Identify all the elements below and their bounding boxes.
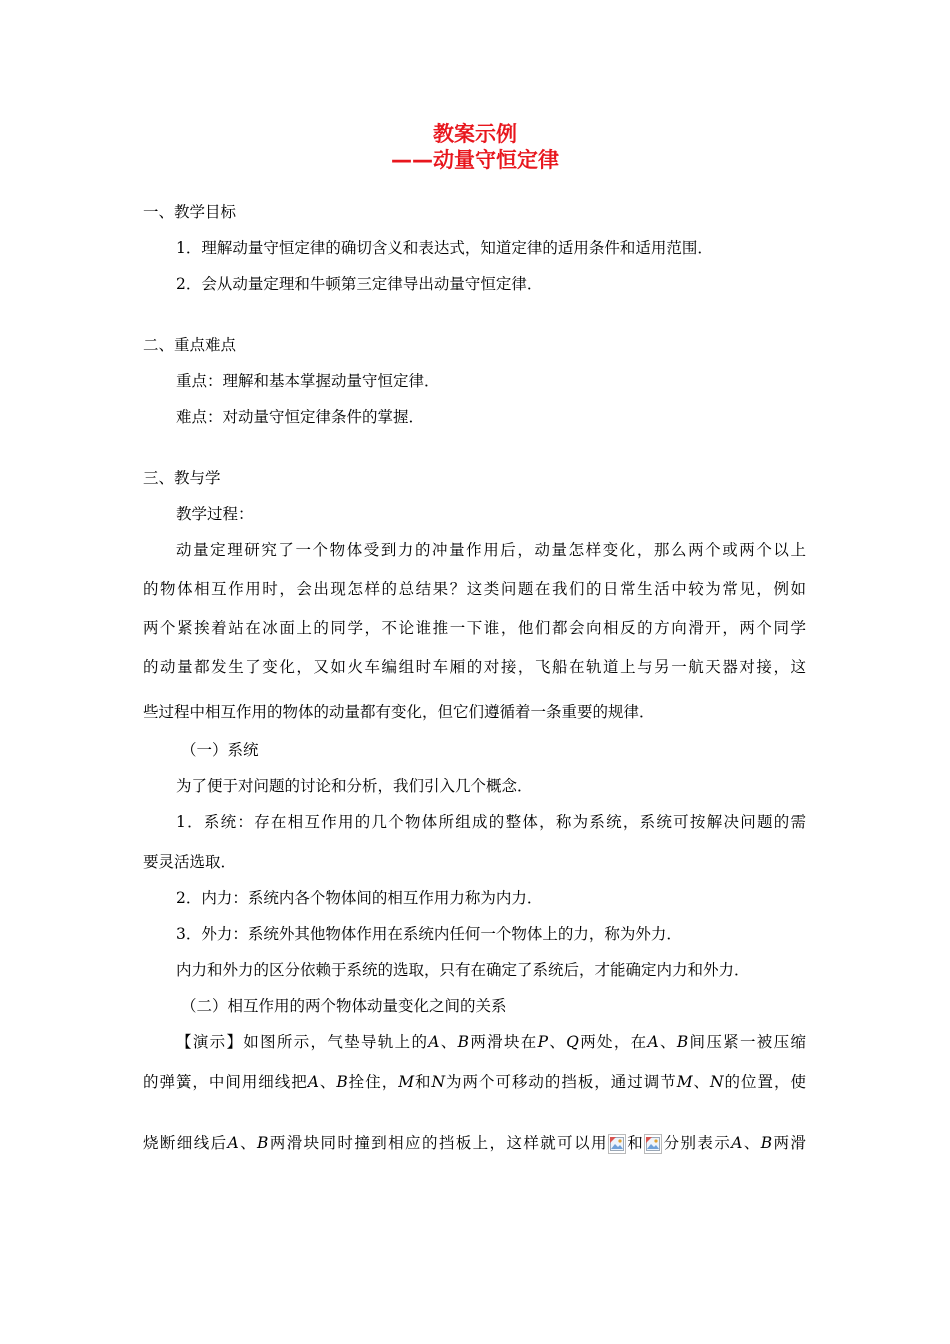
broken-image-icon — [644, 1134, 662, 1154]
section1-item-1: 1．理解动量守恒定律的确切含义和表达式，知道定律的适用条件和适用范围． — [176, 239, 713, 257]
paragraph-line: 动量定理研究了一个物体受到力的冲量作用后，动量怎样变化，那么两个或两个以上 — [176, 541, 806, 559]
definition-system-line1: 1．系统：存在相互作用的几个物体所组成的整体，称为系统，系统可按解决问题的需 — [176, 813, 806, 831]
section1-heading: 一、教学目标 — [143, 203, 237, 221]
paragraph-line: 的动量都发生了变化，又如火车编组时车厢的对接，飞船在轨道上与另一航天器对接，这 — [143, 658, 806, 676]
definition-external-force: 3．外力：系统外其他物体作用在系统内任何一个物体上的力，称为外力． — [176, 925, 682, 943]
paragraph-line: 两个紧挨着站在冰面上的同学，不论谁推一下谁，他们都会向相反的方向滑开，两个同学 — [143, 619, 806, 637]
section2-key-point: 重点：理解和基本掌握动量守恒定律． — [176, 372, 440, 390]
subsection2-heading: （二）相互作用的两个物体动量变化之间的关系 — [181, 997, 507, 1015]
paragraph-line: 些过程中相互作用的物体的动量都有变化，但它们遵循着一条重要的规律． — [143, 703, 655, 721]
demo-line-1: 【演示】如图所示，气垫导轨上的A、B两滑块在P、Q两处，在A、B间压紧一被压缩 — [176, 1033, 806, 1051]
process-label: 教学过程： — [176, 505, 254, 523]
document-title: 教案示例 — [433, 122, 517, 146]
broken-image-icon — [608, 1134, 626, 1154]
section1-item-2: 2．会从动量定理和牛顿第三定律导出动量守恒定律． — [176, 275, 543, 293]
demo-line-2: 的弹簧，中间用细线把A、B拴住，M和N为两个可移动的挡板，通过调节M、N的位置，使 — [143, 1073, 806, 1091]
paragraph-line: 的物体相互作用时，会出现怎样的总结果？这类问题在我们的日常生活中较为常见，例如 — [143, 580, 806, 598]
force-distinction-note: 内力和外力的区分依赖于系统的选取，只有在确定了系统后，才能确定内力和外力． — [176, 961, 750, 979]
demo-line-3: 烧断细线后A、B两滑块同时撞到相应的挡板上，这样就可以用 和 分别表示A、B两滑 — [143, 1134, 806, 1152]
definition-system-line2: 要灵活选取． — [143, 853, 237, 871]
section2-difficult-point: 难点：对动量守恒定律条件的掌握． — [176, 408, 425, 426]
document-subtitle: ——动量守恒定律 — [391, 148, 559, 172]
section3-heading: 三、教与学 — [143, 469, 221, 487]
subsection1-intro: 为了便于对问题的讨论和分析，我们引入几个概念． — [176, 777, 533, 795]
subsection1-heading: （一）系统 — [181, 741, 259, 759]
section2-heading: 二、重点难点 — [143, 336, 237, 354]
definition-internal-force: 2．内力：系统内各个物体间的相互作用力称为内力． — [176, 889, 543, 907]
